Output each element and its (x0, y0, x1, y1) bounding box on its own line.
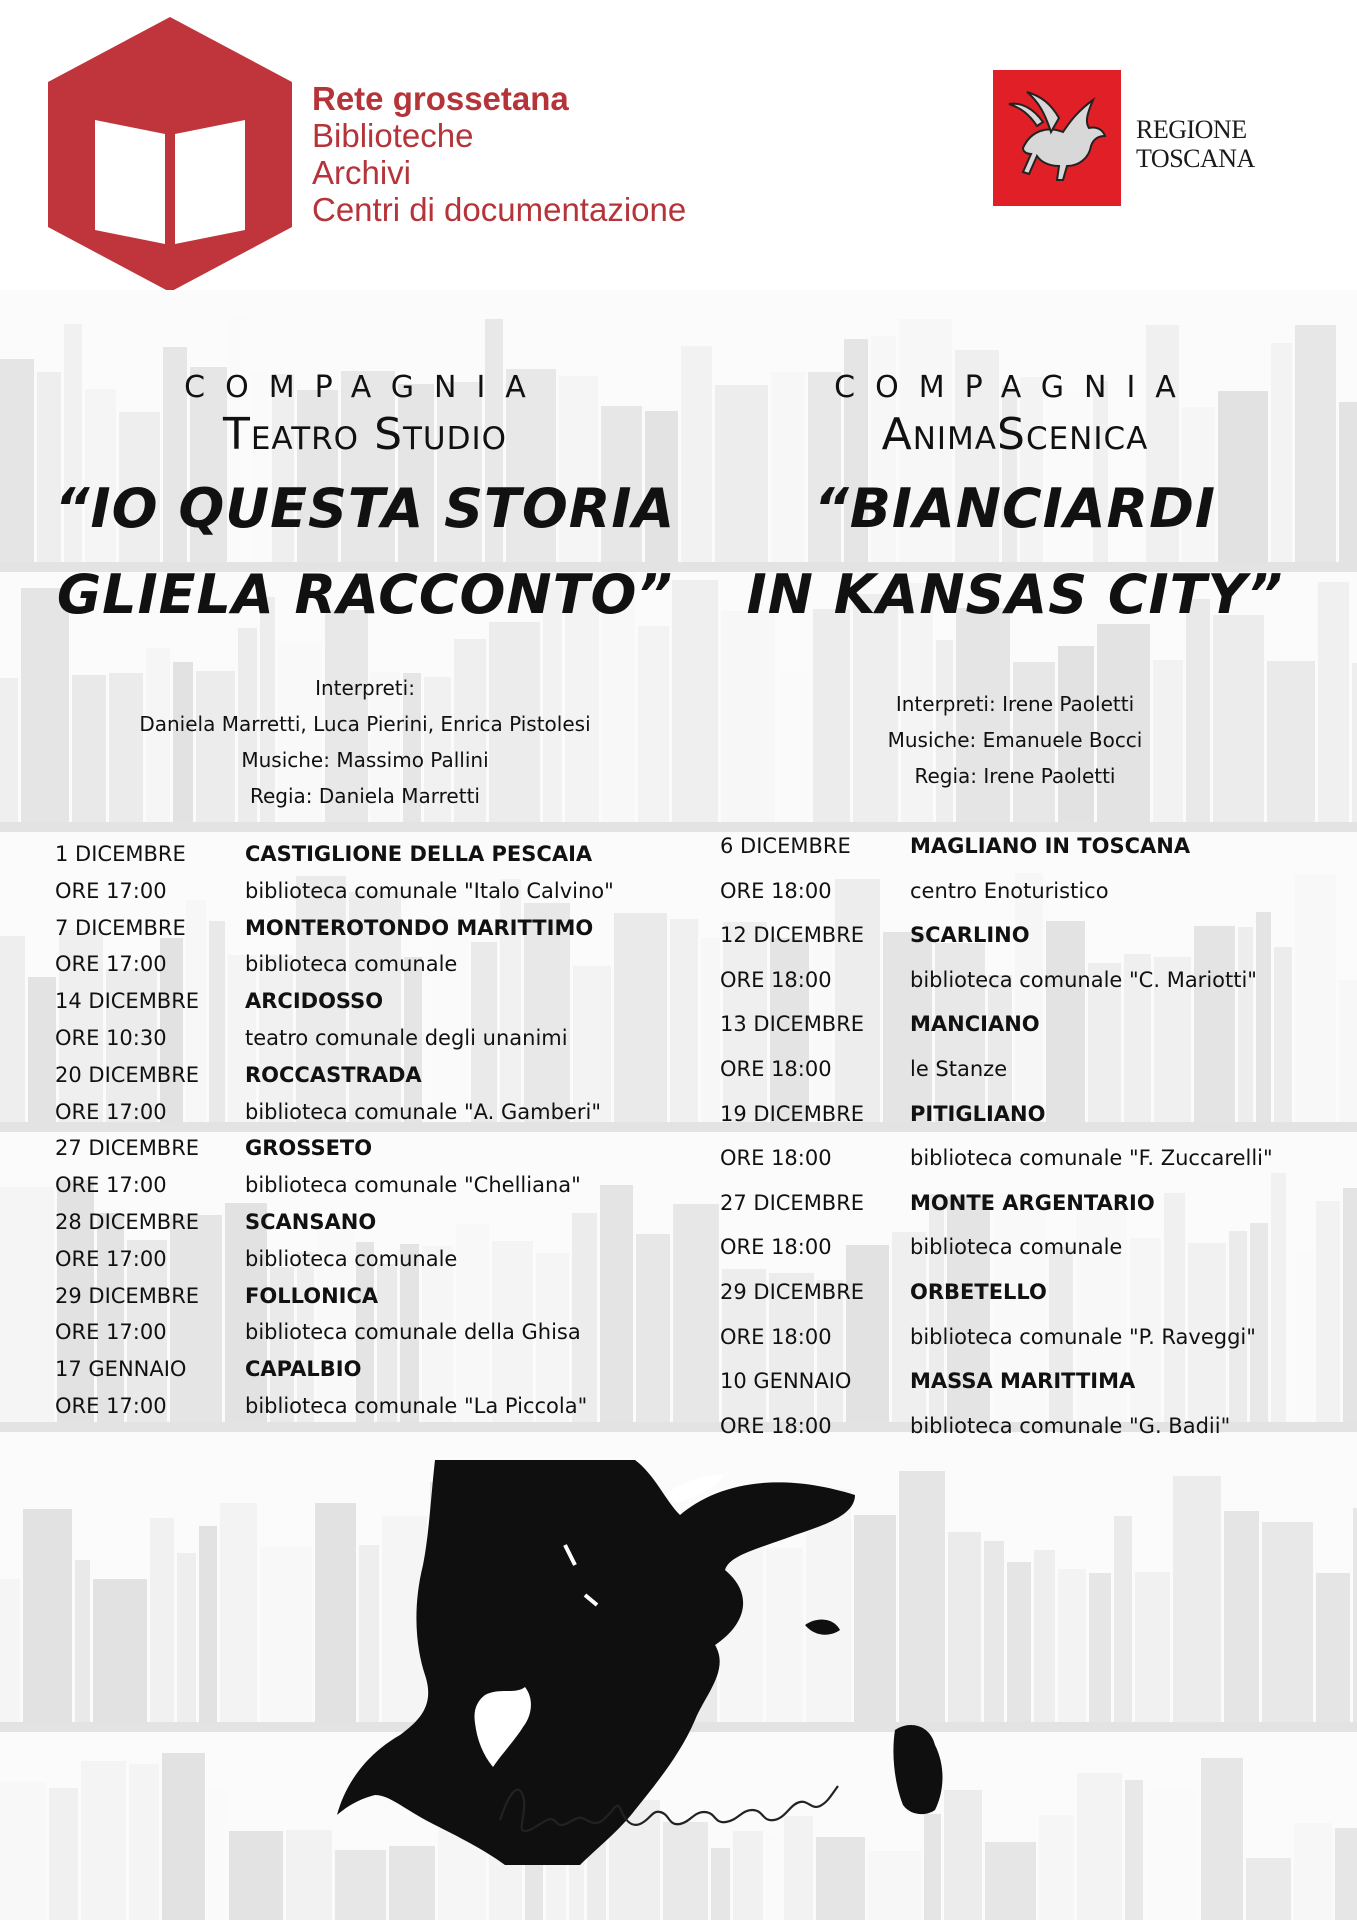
left-company-label: COMPAGNIA (184, 370, 546, 405)
left-show-title (40, 466, 690, 638)
left-show-heading (40, 370, 690, 638)
right-schedule-time: ORE 18:00 (720, 1235, 832, 1260)
left-schedule-time: ORE 17:00 (55, 952, 167, 977)
right-schedule-time: ORE 18:00 (720, 1146, 832, 1171)
left-schedule-time: ORE 17:00 (55, 1246, 167, 1271)
left-schedule-date: 7 DICEMBRE (55, 915, 186, 940)
left-credit-line: Daniela Marretti, Luca Pierini, Enrica Pistolesi (139, 712, 591, 736)
left-schedule-date: 17 GENNAIO (55, 1357, 187, 1382)
left-schedule-time: ORE 17:00 (55, 1099, 167, 1124)
left-schedule-place: CAPALBIO (245, 1357, 362, 1382)
right-schedule-date: 19 DICEMBRE (720, 1101, 865, 1126)
left-schedule-venue: biblioteca comunale "Italo Calvino" (245, 878, 614, 903)
left-schedule-time: ORE 17:00 (55, 1394, 167, 1418)
right-schedule-time: ORE 18:00 (720, 1324, 832, 1349)
right-schedule-time: ORE 18:00 (720, 967, 832, 992)
pegasus-emblem-icon (993, 70, 1121, 206)
left-credit-line: Regia: Daniela Marretti (250, 784, 480, 808)
right-schedule-venue: centro Enoturistico (910, 878, 1109, 903)
right-schedule-date: 12 DICEMBRE (720, 923, 865, 948)
left-schedule-place: SCANSANO (245, 1210, 377, 1234)
left-schedule-time: ORE 17:00 (55, 1320, 167, 1345)
right-schedule-time: ORE 18:00 (720, 1413, 832, 1438)
right-schedule-place: MAGLIANO IN TOSCANA (910, 834, 1191, 858)
right-schedule-date: 13 DICEMBRE (720, 1012, 865, 1037)
right-schedule-venue: biblioteca comunale "C. Mariotti" (910, 967, 1257, 992)
left-schedule-date: 29 DICEMBRE (55, 1283, 200, 1308)
left-schedule-venue: biblioteca comunale (245, 952, 458, 977)
right-schedule-date: 10 GENNAIO (720, 1369, 852, 1394)
right-title-line2: IN KANSAS CITY” (746, 563, 1284, 626)
right-schedule-venue: biblioteca comunale "G. Badii" (910, 1413, 1231, 1438)
left-credit-line: Interpreti: (315, 676, 415, 700)
left-schedule-time: ORE 17:00 (55, 1173, 167, 1198)
left-credits (40, 670, 690, 814)
page-header (0, 0, 1357, 290)
network-title: Rete grossetana (312, 80, 569, 117)
right-schedule-date: 6 DICEMBRE (720, 834, 851, 858)
right-show-title (690, 466, 1340, 638)
region-line1: REGIONE (1136, 115, 1247, 144)
right-schedule-venue: biblioteca comunale (910, 1235, 1123, 1260)
network-subtitle-libraries: Biblioteche (312, 117, 474, 154)
left-schedule-venue: teatro comunale degli unanimi (245, 1026, 568, 1050)
region-line2: TOSCANA (1136, 144, 1255, 173)
left-schedule-venue: biblioteca comunale "Chelliana" (245, 1173, 581, 1198)
left-schedule-venue: biblioteca comunale (245, 1246, 458, 1271)
left-schedule-date: 20 DICEMBRE (55, 1062, 200, 1087)
right-schedule-place: SCARLINO (910, 923, 1030, 948)
left-schedule-place: ROCCASTRADA (245, 1062, 422, 1087)
left-schedule-date: 14 DICEMBRE (55, 989, 200, 1014)
right-company-label: COMPAGNIA (834, 370, 1196, 405)
network-subtitle-centers: Centri di documentazione (312, 191, 687, 228)
right-schedule-place: ORBETELLO (910, 1280, 1047, 1304)
left-schedule-time: ORE 10:30 (55, 1026, 167, 1050)
signature-image (490, 1760, 850, 1850)
right-schedule-venue: biblioteca comunale "F. Zuccarelli" (910, 1146, 1273, 1171)
left-schedule-date: 27 DICEMBRE (55, 1136, 200, 1161)
right-schedule-place: PITIGLIANO (910, 1101, 1046, 1126)
right-credit-line: Musiche: Emanuele Bocci (887, 728, 1143, 752)
right-schedule-time: ORE 18:00 (720, 878, 832, 903)
network-subtitle-archives: Archivi (312, 154, 412, 191)
left-schedule-place: CASTIGLIONE DELLA PESCAIA (245, 842, 593, 866)
left-schedule-date: 1 DICEMBRE (55, 842, 186, 866)
left-schedule-venue: biblioteca comunale della Ghisa (245, 1320, 581, 1345)
right-schedule-place: MANCIANO (910, 1012, 1040, 1037)
left-schedule-time: ORE 17:00 (55, 878, 167, 903)
left-title-line1: “IO QUESTA STORIA (54, 477, 676, 540)
right-credit-line: Interpreti: Irene Paoletti (895, 692, 1135, 716)
left-schedule-venue: biblioteca comunale "La Piccola" (245, 1394, 588, 1418)
left-schedule-place: MONTEROTONDO MARITTIMO (245, 915, 594, 940)
right-credit-line: Regia: Irene Paoletti (914, 764, 1116, 788)
right-company-name: AnimaScenica (881, 409, 1149, 460)
region-name (1136, 115, 1255, 173)
left-schedule-place: FOLLONICA (245, 1283, 379, 1308)
right-schedule-place: MONTE ARGENTARIO (910, 1190, 1155, 1215)
network-name (312, 80, 686, 228)
left-schedule-date: 28 DICEMBRE (55, 1210, 200, 1234)
right-schedule-date: 27 DICEMBRE (720, 1190, 865, 1215)
left-company-name: Teatro Studio (222, 409, 508, 460)
left-credit-line: Musiche: Massimo Pallini (241, 748, 489, 772)
right-schedule-date: 29 DICEMBRE (720, 1280, 865, 1304)
left-schedule-venue: biblioteca comunale "A. Gamberi" (245, 1099, 602, 1124)
book-hexagon-logo (40, 12, 300, 297)
right-schedule-time: ORE 18:00 (720, 1057, 832, 1081)
left-schedule-place: GROSSETO (245, 1136, 373, 1161)
left-title-line2: GLIELA RACCONTO” (56, 563, 674, 626)
right-credits (690, 686, 1340, 794)
right-schedule-place: MASSA MARITTIMA (910, 1369, 1136, 1394)
right-schedule-venue: le Stanze (910, 1057, 1008, 1081)
left-schedule-place: ARCIDOSSO (245, 989, 384, 1014)
right-title-line1: “BIANCIARDI (813, 477, 1217, 540)
right-show-heading (690, 370, 1340, 638)
right-schedule-venue: biblioteca comunale "P. Raveggi" (910, 1324, 1256, 1349)
